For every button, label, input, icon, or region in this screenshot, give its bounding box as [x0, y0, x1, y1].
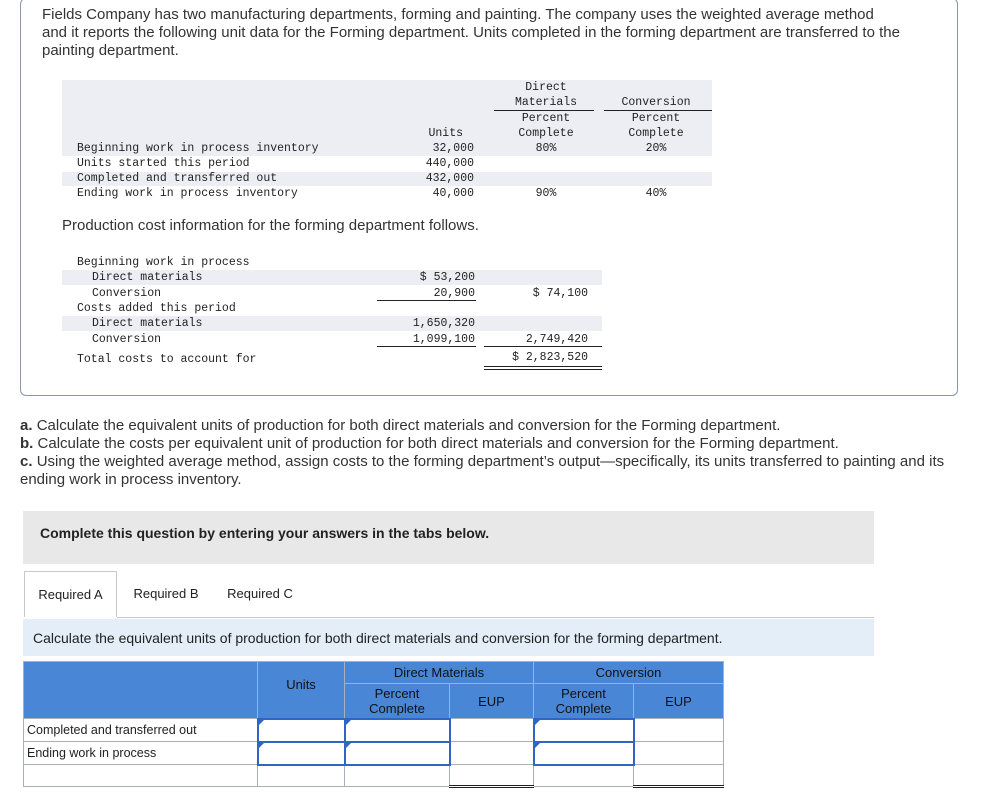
units-column-header: Units	[286, 677, 316, 693]
dm-header-1: Direct	[525, 81, 567, 94]
tab-required-c[interactable]: Required C	[227, 586, 293, 601]
total-units-cell	[258, 765, 345, 787]
dm-percent-1: Percent	[521, 112, 571, 125]
conv-percent-1: Percent	[631, 112, 681, 125]
cost-beg-conv-label: Conversion	[92, 287, 162, 300]
units-input-completed[interactable]	[258, 719, 345, 742]
dm-eup-header-cell	[450, 684, 534, 719]
unit-row-units: 432,000	[425, 172, 474, 185]
question-list	[20, 417, 960, 489]
cost-beg-dm-label: Direct materials	[92, 271, 203, 284]
answer-header-dm-cell	[345, 662, 534, 684]
cost-add-conv-value: 1,099,100	[412, 333, 475, 346]
cost-double-rule	[484, 366, 602, 367]
cost-beg-dm-value: $ 53,200	[419, 271, 475, 284]
cost-add-dm-value: 1,650,320	[412, 317, 475, 330]
dm-percent-field-ending[interactable]	[346, 745, 449, 762]
units-header: Units	[428, 127, 463, 140]
units-field-completed[interactable]	[259, 722, 344, 739]
dm-percent-header-cell	[345, 684, 450, 719]
tab-underline	[117, 617, 874, 618]
cost-beginning-label: Beginning work in process	[77, 256, 250, 269]
unit-row-units: 40,000	[432, 187, 474, 200]
cost-add-total: 2,749,420	[525, 333, 588, 346]
units-input-ending[interactable]	[258, 742, 345, 765]
conv-percent-input-ending[interactable]	[534, 742, 634, 765]
dm-column-header: Direct Materials	[393, 665, 485, 680]
row-label-completed: Completed and transferred out	[24, 719, 258, 742]
cost-beg-conv-value: 20,900	[433, 287, 475, 300]
conv-percent-header-2: Complete	[555, 700, 612, 716]
answer-header-blank	[24, 662, 258, 719]
cost-rule	[484, 346, 602, 347]
conv-percent-2: Complete	[628, 127, 684, 140]
conv-percent-header-cell	[534, 684, 634, 719]
conv-eup-header-cell	[634, 684, 724, 719]
dm-eup-cell-ending	[450, 742, 534, 765]
conv-percent-header-1: Percent	[561, 685, 606, 701]
conv-eup-cell-ending	[634, 742, 724, 765]
cost-rule	[377, 300, 476, 301]
conv-header-rule	[604, 110, 712, 111]
dm-header-2: Materials	[514, 96, 578, 109]
cost-beg-total: $ 74,100	[532, 287, 588, 300]
unit-row-label: Units started this period	[77, 157, 250, 170]
dm-header-rule	[494, 110, 594, 111]
problem-intro: Fields Company has two manufacturing departments, forming and painting. The company uses the weighted average method and it reports the following unit data for the Forming department. Units completed in the forming department are transferred to the painting department.	[42, 6, 900, 59]
cost-add-conv-label: Conversion	[92, 333, 162, 346]
conv-eup-header: EUP	[665, 693, 692, 709]
conv-eup-cell-completed	[634, 719, 724, 742]
conv-percent-input-completed[interactable]	[534, 719, 634, 742]
dm-percent-input-completed[interactable]	[345, 719, 450, 742]
cost-section-title: Production cost information for the forming department follows.	[62, 217, 479, 234]
answer-header-conv-cell	[534, 662, 724, 684]
unit-row-units: 32,000	[432, 142, 474, 155]
unit-row-dm: 90%	[535, 187, 557, 200]
dm-eup-cell-completed	[450, 719, 534, 742]
unit-row-units: 440,000	[425, 157, 474, 170]
instruction-text: Complete this question by entering your answers in the tabs below.	[40, 525, 490, 541]
task-banner	[23, 619, 874, 656]
total-conv-eup-cell	[634, 765, 724, 787]
question-b: b. Calculate the costs per equivalent unit of production for both direct materials and conversion for the Forming department.	[20, 435, 839, 452]
dm-percent-header-2: Complete	[369, 700, 425, 716]
task-text: Calculate the equivalent units of production for both direct materials and conversion for the forming department.	[33, 630, 723, 646]
unit-row-label: Ending work in process inventory	[77, 187, 298, 200]
units-field-ending[interactable]	[259, 745, 344, 762]
unit-row-conv: 20%	[645, 142, 667, 155]
question-c: c. Using the weighted average method, assign costs to the forming department’s output—specifically, its units transferred to painting and its ending work in process inventory.	[20, 453, 945, 488]
question-a: a. Calculate the equivalent units of production for both direct materials and conversion for the Forming department.	[20, 417, 781, 434]
cost-total-label: Total costs to account for	[77, 353, 257, 366]
dm-percent-2: Complete	[518, 127, 574, 140]
total-dm-eup-cell	[450, 765, 534, 787]
tab-required-b[interactable]: Required B	[133, 586, 199, 601]
total-row-label	[24, 765, 258, 787]
unit-row-conv: 40%	[645, 187, 667, 200]
unit-row-label: Completed and transferred out	[77, 172, 278, 185]
cost-grand-total: $ 2,823,520	[512, 351, 588, 364]
conv-header: Conversion	[621, 96, 691, 109]
total-dm-percent-cell	[345, 765, 450, 787]
dm-percent-header-1: Percent	[374, 685, 420, 701]
instruction-banner	[23, 511, 874, 564]
tab-required-a[interactable]: Required A	[24, 571, 117, 617]
cost-double-rule	[484, 369, 602, 370]
cost-added-label: Costs added this period	[77, 302, 236, 315]
answer-table	[23, 661, 724, 788]
dm-percent-input-ending[interactable]	[345, 742, 450, 765]
dm-eup-header: EUP	[478, 693, 505, 709]
unit-row-label: Beginning work in process inventory	[77, 142, 319, 155]
conv-percent-field-ending[interactable]	[535, 745, 633, 762]
dm-percent-field-completed[interactable]	[346, 722, 449, 739]
cost-add-dm-label: Direct materials	[92, 317, 203, 330]
total-conv-percent-cell	[534, 765, 634, 787]
conv-column-header: Conversion	[595, 665, 662, 680]
row-label-ending: Ending work in process	[24, 742, 258, 765]
answer-header-units-cell	[258, 662, 345, 719]
unit-row-dm: 80%	[535, 142, 557, 155]
cost-rule	[377, 346, 476, 347]
conv-percent-field-completed[interactable]	[535, 722, 633, 739]
